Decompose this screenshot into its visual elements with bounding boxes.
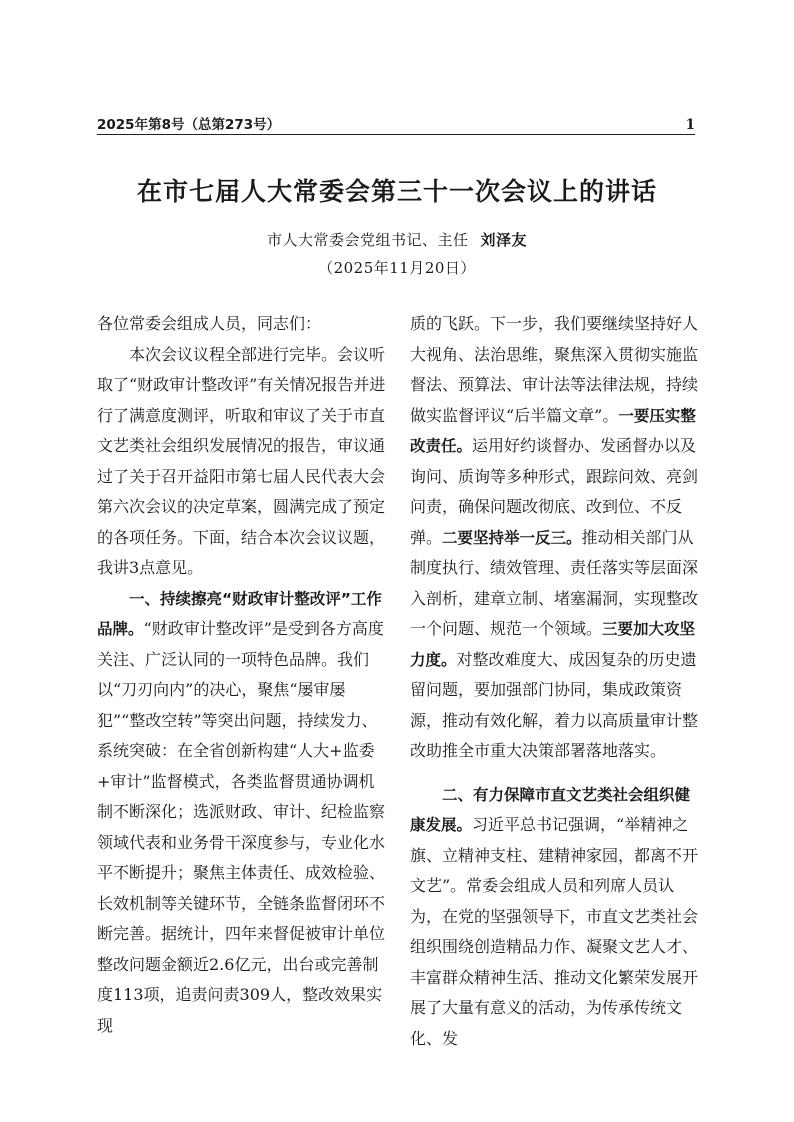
point-3-heading: 三要加大攻坚力度。: [410, 620, 696, 669]
section-2-paragraph: [410, 780, 699, 1055]
point-2-heading: 二要坚持举一反三。: [442, 528, 582, 547]
intro-paragraph: 本次会议议程全部进行完毕。会议听取了“财政审计整改评”有关情况报告并进行了满意度测评，听取和审议了关于市直文艺类社会组织发展情况的报告，审议通过了关于召开益阳市第七届人民代表大会第六次会议的决定草案，圆满完成了预定的各项任务。下面，结合本次会议议题，我讲3点意见。: [97, 344, 386, 577]
author-name: 刘泽友: [480, 231, 528, 249]
author-role: 市人大常委会党组书记、主任: [266, 231, 469, 249]
point-2-text: 推动相关部门从制度执行、绩效管理、责任落实等层面深入剖析，建章立制、堵塞漏洞，实现整改一个问题、规范一个领域。: [410, 527, 699, 638]
section-1-paragraph: [97, 584, 386, 1042]
right-column: [410, 309, 699, 1054]
section-1-text-cont: 质的飞跃。下一步，我们要继续坚持好人大视角、法治思维，聚焦深入贯彻实施监督法、预算法、审计法等法律法规，持续做实监督评议“后半篇文章”。: [410, 314, 699, 425]
byline: [80, 229, 714, 250]
section-1-continued: [410, 309, 699, 767]
section-2-heading: 二、有力保障市直文艺类社会组织健康发展。: [410, 785, 691, 834]
section-2-text: 习近平总书记强调，“举精神之旗、立精神支柱、建精神家园，都离不开文艺”。常委会组成人员和列席人员认为，在党的坚强领导下，市直文艺类社会组织围绕创造精品力作、凝聚文艺人才、丰富群众精神生活、推动文化繁荣发展开展了大量有意义的活动，为传承传统文化、发: [410, 815, 699, 1048]
left-column: [97, 309, 386, 1041]
issue-number: 2025年第8号（总第273号）: [97, 117, 281, 133]
page-number: 1: [685, 117, 695, 133]
section-1-text: “财政审计整改评”是受到各方高度关注、广泛认同的一项特色品牌。我们以“刀刃向内”的决心，聚焦“屡审屡犯”“整改空转”等突出问题，持续发力、系统突破：在全省创新构建“人大+监委+审计”监督模式，各类监督贯通协调机制不断深化；选派财政、审计、纪检监察领域代表和业务骨干深度参与，专业化水平不断提升；聚焦主体责任、成效检验、长效机制等关键环节，全链条监督闭环不断完善。据统计，四年来督促被审计单位整改问题金额近2.6亿元，出台或完善制度113项，追责问责309人，整改效果实现: [97, 619, 386, 1035]
salutation: 各位常委会组成人员，同志们：: [97, 314, 322, 333]
point-1-heading: 一要压实整改责任。: [410, 406, 696, 455]
section-1-heading: 一、持续擦亮“财政审计整改评”工作品牌。: [97, 589, 382, 638]
speech-date: （2025年11月20日）: [318, 259, 476, 277]
page-header: [97, 118, 695, 135]
point-1-text: 运用好约谈督办、发函督办以及询问、质询等多种形式，跟踪问效、亮剑问责，确保问题改彻底、改到位、不反弹。: [410, 436, 699, 547]
point-3-text: 对整改难度大、成因复杂的历史遗留问题，要加强部门协同，集成政策资源，推动有效化解，着力以高质量审计整改助推全市重大决策部署落地落实。: [410, 649, 699, 760]
page-title: 在市七届人大常委会第三十一次会议上的讲话: [136, 177, 657, 206]
